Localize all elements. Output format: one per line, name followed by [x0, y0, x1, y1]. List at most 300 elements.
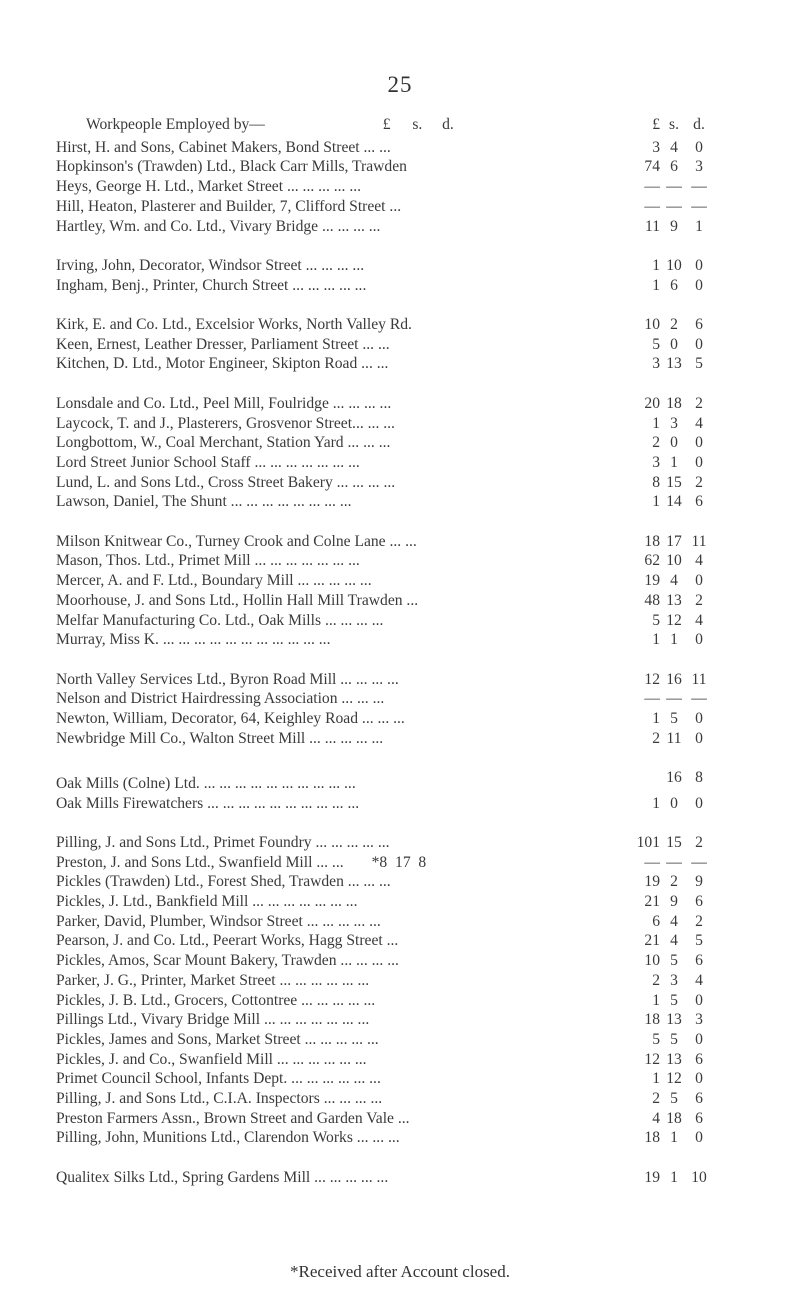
amount-shillings: 1 — [670, 1168, 678, 1186]
employer-description: Nelson and District Hairdressing Association ... ... ... — [56, 690, 385, 708]
amount-shillings: 5 — [670, 1030, 678, 1048]
amount-pence: 2 — [695, 473, 703, 491]
amount — [636, 768, 756, 788]
table-row — [56, 433, 756, 453]
amount-pounds: 5 — [652, 611, 660, 629]
amount — [636, 433, 756, 453]
amount — [636, 138, 756, 158]
amount-shillings: 3 — [670, 414, 678, 432]
employer-description: Parker, J. G., Printer, Market Street ... ... ... ... ... ... — [56, 971, 370, 989]
employer-name — [56, 276, 636, 296]
amount-pounds: 1 — [652, 1070, 660, 1088]
employer-name — [56, 1030, 636, 1050]
employer-description: Oak Mills (Colne) Ltd. ... ... ... ... ... ... ... ... ... ... — [56, 774, 356, 792]
amount — [636, 256, 756, 276]
employer-name — [56, 138, 636, 158]
amount-shillings: 4 — [670, 572, 678, 590]
amount-pounds: 10 — [644, 316, 660, 333]
amount-shillings: 15 — [666, 833, 682, 851]
employer-name — [56, 872, 636, 892]
employer-description: Pickles, J. and Co., Swanfield Mill ... ... ... ... ... ... — [56, 1050, 367, 1068]
ledger-group — [56, 256, 756, 295]
employer-name — [56, 591, 636, 611]
amount-pounds: 1 — [652, 493, 660, 511]
amount-shillings: 1 — [670, 1129, 678, 1147]
amount-pence: 6 — [695, 493, 703, 511]
amount-shillings: 1 — [670, 631, 678, 649]
employer-name — [56, 217, 636, 237]
amount — [636, 1089, 756, 1109]
amount — [636, 1030, 756, 1050]
header-row — [56, 115, 756, 135]
amount-shillings: 14 — [666, 493, 682, 511]
employer-name — [56, 473, 636, 493]
amount — [636, 453, 756, 473]
table-row — [56, 177, 756, 197]
table-row — [56, 354, 756, 374]
amount-pounds: 1 — [652, 414, 660, 432]
employer-description: Parker, David, Plumber, Windsor Street ... ... ... ... ... — [56, 912, 381, 930]
amount-shillings: 12 — [666, 611, 682, 629]
employer-description: Newton, William, Decorator, 64, Keighley Road ... ... ... — [56, 710, 405, 728]
amount-pence: 5 — [695, 355, 703, 373]
table-row — [56, 872, 756, 892]
employer-description: North Valley Services Ltd., Byron Road Mill ... ... ... ... — [56, 670, 399, 688]
employer-name — [56, 256, 636, 276]
employer-description: Kitchen, D. Ltd., Motor Engineer, Skipton Road ... ... — [56, 355, 389, 373]
employer-name — [56, 670, 636, 690]
late-amount: *8 17 8 — [371, 853, 427, 871]
amount-shillings: 13 — [666, 591, 682, 609]
amount — [636, 217, 756, 237]
employer-description: Hopkinson's (Trawden) Ltd., Black Carr Mills, Trawden — [56, 158, 407, 176]
table-row — [56, 630, 756, 650]
amount-shillings: 5 — [670, 952, 678, 970]
amount-shillings: 6 — [670, 158, 678, 176]
employer-description: Ingham, Benj., Printer, Church Street ... ... ... ... ... — [56, 276, 367, 294]
table-row — [56, 709, 756, 729]
amount-pounds: 1 — [652, 991, 660, 1009]
table-row — [56, 335, 756, 355]
table-row — [56, 276, 756, 296]
amount-pence: 0 — [695, 256, 703, 274]
table-row — [56, 951, 756, 971]
amount-pence: 10 — [691, 1168, 707, 1186]
amount-shillings: 0 — [670, 335, 678, 353]
amount — [636, 157, 756, 177]
amount-pounds: 74 — [644, 158, 660, 176]
amount-pounds — [636, 768, 660, 788]
table-row — [56, 991, 756, 1011]
amount-pence: 6 — [695, 952, 703, 970]
amount-pence: 11 — [691, 532, 707, 550]
table-row — [56, 157, 756, 177]
employer-name — [56, 630, 636, 650]
table-row — [56, 1089, 756, 1109]
ledger-group — [56, 394, 756, 512]
amount-pounds: — — [644, 178, 660, 196]
amount-pence: 3 — [695, 158, 703, 176]
amount — [636, 729, 756, 749]
amount-shillings: 18 — [666, 394, 682, 412]
amount-shillings: 16 — [666, 670, 682, 688]
amount-shillings: 5 — [670, 710, 678, 728]
amount-shillings: 9 — [670, 893, 678, 911]
table-row — [56, 853, 756, 873]
amount-shillings: 15 — [666, 473, 682, 491]
employer-name — [56, 971, 636, 991]
amount-pounds: 2 — [652, 434, 660, 452]
amount-shillings: 11 — [666, 729, 682, 747]
amount-shillings: 5 — [670, 991, 678, 1009]
amount-pence: 2 — [695, 591, 703, 609]
employer-description: Murray, Miss K. ... ... ... ... ... ... ... ... ... ... ... — [56, 631, 331, 649]
amount-shillings: 9 — [670, 217, 678, 235]
table-row — [56, 551, 756, 571]
employer-description: Lord Street Junior School Staff ... ... ... ... ... ... ... — [56, 453, 360, 471]
amount-pounds: 18 — [644, 532, 660, 550]
amount — [636, 951, 756, 971]
employer-name — [56, 414, 636, 434]
employer-description: Mercer, A. and F. Ltd., Boundary Mill ... ... ... ... ... — [56, 572, 372, 590]
amount-shillings: 0 — [670, 434, 678, 452]
amount-pounds: 6 — [652, 912, 660, 930]
amount-pence: 6 — [695, 1050, 703, 1068]
amount-shillings: 12 — [666, 1070, 682, 1088]
employer-name — [56, 951, 636, 971]
employer-name — [56, 1128, 636, 1148]
employer-name — [56, 394, 636, 414]
amount-pence: 0 — [695, 1030, 703, 1048]
amount — [636, 1109, 756, 1129]
amount — [636, 414, 756, 434]
amount — [636, 335, 756, 355]
amount-shillings: 4 — [670, 912, 678, 930]
amount — [636, 670, 756, 690]
employer-name — [56, 892, 636, 912]
amount — [636, 473, 756, 493]
amount-pounds: 3 — [652, 453, 660, 471]
ledger-group — [56, 768, 756, 813]
amount-pounds: — — [644, 853, 660, 871]
amount-shillings: 2 — [670, 316, 678, 333]
table-row — [56, 473, 756, 493]
amount-shillings: — — [666, 197, 682, 215]
amount — [636, 709, 756, 729]
table-row — [56, 892, 756, 912]
amount — [636, 872, 756, 892]
amount-pence: 2 — [695, 394, 703, 412]
header-col2-pounds: £ — [652, 116, 660, 133]
employer-description: Pickles, James and Sons, Market Street ... ... ... ... ... — [56, 1030, 379, 1048]
amount-shillings: 13 — [666, 1011, 682, 1029]
employer-description: Keen, Ernest, Leather Dresser, Parliament Street ... ... — [56, 335, 390, 353]
amount-pounds: 1 — [652, 794, 660, 812]
employer-description: Melfar Manufacturing Co. Ltd., Oak Mills ... ... ... ... — [56, 611, 384, 629]
amount-pounds: 5 — [652, 335, 660, 353]
amount — [636, 853, 756, 873]
amount-pounds: 1 — [652, 631, 660, 649]
table-row — [56, 611, 756, 631]
employer-description: Irving, John, Decorator, Windsor Street ... ... ... ... — [56, 256, 365, 274]
amount — [636, 971, 756, 991]
amount — [636, 532, 756, 552]
ledger-group — [56, 532, 756, 650]
employer-name — [56, 1069, 636, 1089]
amount-pence: 11 — [691, 670, 707, 688]
amount-pounds: 3 — [652, 355, 660, 373]
amount-shillings: 5 — [670, 1090, 678, 1108]
amount — [636, 551, 756, 571]
amount-pence: 0 — [695, 335, 703, 353]
amount-shillings: 17 — [666, 532, 682, 550]
amount-shillings: 13 — [666, 1050, 682, 1068]
employer-description: Moorhouse, J. and Sons Ltd., Hollin Hall Mill Trawden ... — [56, 591, 419, 609]
amount-pence: 1 — [695, 217, 703, 235]
table-row — [56, 1168, 756, 1188]
amount-shillings: — — [666, 853, 682, 871]
amount-shillings: 10 — [666, 256, 682, 274]
employer-description: Hill, Heaton, Plasterer and Builder, 7, Clifford Street ... — [56, 197, 402, 215]
table-row — [56, 394, 756, 414]
amount-shillings: 2 — [670, 873, 678, 891]
amount — [636, 1050, 756, 1070]
employer-description: Pilling, John, Munitions Ltd., Clarendon Works ... ... ... — [56, 1129, 400, 1147]
amount-pounds: 2 — [652, 729, 660, 747]
employer-name — [56, 335, 636, 355]
amount-pounds: 19 — [644, 1168, 660, 1186]
employer-description: Qualitex Silks Ltd., Spring Gardens Mill ... ... ... ... ... — [56, 1168, 389, 1186]
amount-pence: 3 — [695, 1011, 703, 1029]
amount-pence: 0 — [695, 572, 703, 590]
amount-pounds: 10 — [644, 952, 660, 970]
employer-name — [56, 197, 636, 217]
table-row — [56, 138, 756, 158]
employer-description: Pilling, J. and Sons Ltd., C.I.A. Inspectors ... ... ... ... — [56, 1090, 383, 1108]
table-row — [56, 1030, 756, 1050]
employer-description: Preston, J. and Sons Ltd., Swanfield Mill ... ... — [56, 853, 344, 871]
employer-name — [56, 177, 636, 197]
employer-name — [56, 551, 636, 571]
amount — [636, 1010, 756, 1030]
employer-name — [56, 689, 636, 709]
amount-pounds: 21 — [644, 893, 660, 911]
ledger-table — [56, 115, 756, 1207]
employer-name — [56, 611, 636, 631]
employer-name — [56, 1168, 636, 1188]
amount-pounds: 12 — [644, 670, 660, 688]
ledger-group — [56, 833, 756, 1148]
amount-pence: 4 — [695, 971, 703, 989]
amount-shillings: 6 — [670, 276, 678, 294]
amount-pence: 0 — [695, 276, 703, 294]
employer-name — [56, 1109, 636, 1129]
employer-description: Hartley, Wm. and Co. Ltd., Vivary Bridge ... ... ... ... — [56, 217, 381, 235]
employer-description: Longbottom, W., Coal Merchant, Station Yard ... ... ... — [56, 434, 391, 452]
amount-pounds: 2 — [652, 1090, 660, 1108]
table-row — [56, 833, 756, 853]
ledger-group — [56, 1168, 756, 1188]
amount — [636, 892, 756, 912]
amount-pounds: 48 — [644, 591, 660, 609]
amount-pounds: 1 — [652, 256, 660, 274]
footnote: *Received after Account closed. — [290, 1262, 510, 1281]
table-row — [56, 1128, 756, 1148]
employer-description: Kirk, E. and Co. Ltd., Excelsior Works, North Valley Rd. — [56, 316, 412, 333]
amount-pence: 0 — [695, 991, 703, 1009]
amount-pence: 0 — [695, 631, 703, 649]
amount — [636, 177, 756, 197]
employer-description: Lawson, Daniel, The Shunt ... ... ... ... ... ... ... ... — [56, 493, 352, 511]
employer-name — [56, 853, 636, 873]
employer-name — [56, 157, 636, 177]
employer-description: Primet Council School, Infants Dept. ... ... ... ... ... ... — [56, 1070, 381, 1088]
amount-pence: 0 — [695, 729, 703, 747]
employer-description: Oak Mills Firewatchers ... ... ... ... ... ... ... ... ... ... — [56, 794, 360, 812]
employer-name — [56, 774, 636, 794]
employer-description: Lund, L. and Sons Ltd., Cross Street Bakery ... ... ... ... — [56, 473, 396, 491]
amount-shillings: 16 — [666, 769, 682, 787]
employer-description: Mason, Thos. Ltd., Primet Mill ... ... ... ... ... ... ... — [56, 552, 360, 570]
table-row — [56, 794, 756, 814]
amount-pounds: 18 — [644, 1011, 660, 1029]
amount — [636, 197, 756, 217]
amount-pounds: 19 — [644, 572, 660, 590]
employer-description: Pickles, Amos, Scar Mount Bakery, Trawden ... ... ... ... — [56, 952, 399, 970]
employer-name — [56, 433, 636, 453]
amount — [636, 833, 756, 853]
employer-name — [56, 931, 636, 951]
amount — [636, 394, 756, 414]
employer-description: Heys, George H. Ltd., Market Street ... ... ... ... ... — [56, 178, 362, 196]
employer-description: Preston Farmers Assn., Brown Street and Garden Vale ... — [56, 1109, 410, 1127]
amount-pence: 6 — [695, 316, 703, 333]
employer-description: Newbridge Mill Co., Walton Street Mill ... ... ... ... ... — [56, 729, 384, 747]
amount-pence: — — [691, 690, 707, 708]
employer-description: Lonsdale and Co. Ltd., Peel Mill, Foulridge ... ... ... ... — [56, 394, 392, 412]
amount-pounds: 12 — [644, 1050, 660, 1068]
amount-pounds: 11 — [644, 217, 660, 235]
employer-name — [56, 1089, 636, 1109]
table-row — [56, 217, 756, 237]
amount-pounds: 4 — [652, 1109, 660, 1127]
amount-pence: 8 — [695, 769, 703, 787]
ledger-group — [56, 670, 756, 749]
table-row — [56, 453, 756, 473]
header-col2-shillings: s. — [669, 116, 679, 133]
employer-name — [56, 912, 636, 932]
employer-name — [56, 709, 636, 729]
table-row — [56, 414, 756, 434]
amount-pounds: 3 — [652, 138, 660, 156]
amount — [636, 991, 756, 1011]
amount-pence: 4 — [695, 552, 703, 570]
header-col2 — [636, 115, 756, 135]
amount — [636, 630, 756, 650]
amount-shillings: 0 — [670, 794, 678, 812]
employer-name — [56, 354, 636, 374]
table-row — [56, 256, 756, 276]
table-row — [56, 1010, 756, 1030]
employer-description: Pearson, J. and Co. Ltd., Peerart Works, Hagg Street ... — [56, 932, 399, 950]
amount — [636, 354, 756, 374]
amount — [636, 689, 756, 709]
employer-name — [56, 1050, 636, 1070]
table-row — [56, 591, 756, 611]
amount-pounds: 1 — [652, 710, 660, 728]
header-col1-pence: d. — [442, 116, 454, 133]
employer-name — [56, 833, 636, 853]
amount-shillings: — — [666, 690, 682, 708]
employer-name — [56, 1010, 636, 1030]
amount — [636, 1128, 756, 1148]
amount — [636, 1069, 756, 1089]
amount-pence: 0 — [695, 710, 703, 728]
amount-pence: 2 — [695, 833, 703, 851]
amount-pence: 5 — [695, 932, 703, 950]
table-row — [56, 1069, 756, 1089]
amount-pence: 4 — [695, 414, 703, 432]
amount-pence: 0 — [695, 434, 703, 452]
header-col1-pounds: £ — [382, 116, 391, 133]
employer-name — [56, 492, 636, 512]
employer-description: Milson Knitwear Co., Turney Crook and Colne Lane ... ... — [56, 532, 417, 550]
amount — [636, 591, 756, 611]
table-row — [56, 1050, 756, 1070]
employer-description: Pickles, J. B. Ltd., Grocers, Cottontree ... ... ... ... ... — [56, 991, 376, 1009]
amount-pounds: 21 — [644, 932, 660, 950]
amount-shillings: — — [666, 178, 682, 196]
table-row — [56, 931, 756, 951]
amount-pence: — — [691, 853, 707, 871]
ledger-group — [56, 315, 756, 374]
amount-pence: 0 — [695, 1129, 703, 1147]
amount-pence: 6 — [695, 1109, 703, 1127]
amount-pence: 9 — [695, 873, 703, 891]
amount-shillings: 18 — [666, 1109, 682, 1127]
employer-description: Pillings Ltd., Vivary Bridge Mill ... ... ... ... ... ... ... — [56, 1011, 370, 1029]
amount-pence: 6 — [695, 1090, 703, 1108]
employer-description: Hirst, H. and Sons, Cabinet Makers, Bond Street ... ... — [56, 138, 391, 156]
header-col2-pence: d. — [693, 116, 705, 133]
amount — [636, 492, 756, 512]
amount-pounds: 5 — [652, 1030, 660, 1048]
amount-pounds: 101 — [636, 833, 660, 851]
amount — [636, 276, 756, 296]
header-title-cell — [56, 115, 636, 135]
header-col1-shillings: s. — [412, 116, 423, 133]
table-row — [56, 1109, 756, 1129]
amount-pence: — — [691, 197, 707, 215]
employer-name — [56, 729, 636, 749]
amount-pounds: 19 — [644, 873, 660, 891]
amount — [636, 794, 756, 814]
table-row — [56, 532, 756, 552]
amount — [636, 931, 756, 951]
table-row — [56, 492, 756, 512]
amount-pounds: 18 — [644, 1129, 660, 1147]
amount — [636, 315, 756, 335]
ledger-group — [56, 138, 756, 237]
table-row — [56, 315, 756, 335]
amount-pounds: 1 — [652, 276, 660, 294]
amount — [636, 1168, 756, 1188]
header-title: Workpeople Employed by— — [86, 116, 265, 133]
amount-shillings: 13 — [666, 355, 682, 373]
amount-shillings: 1 — [670, 453, 678, 471]
employer-description: Pickles, J. Ltd., Bankfield Mill ... ... ... ... ... ... ... — [56, 893, 358, 911]
table-row — [56, 197, 756, 217]
